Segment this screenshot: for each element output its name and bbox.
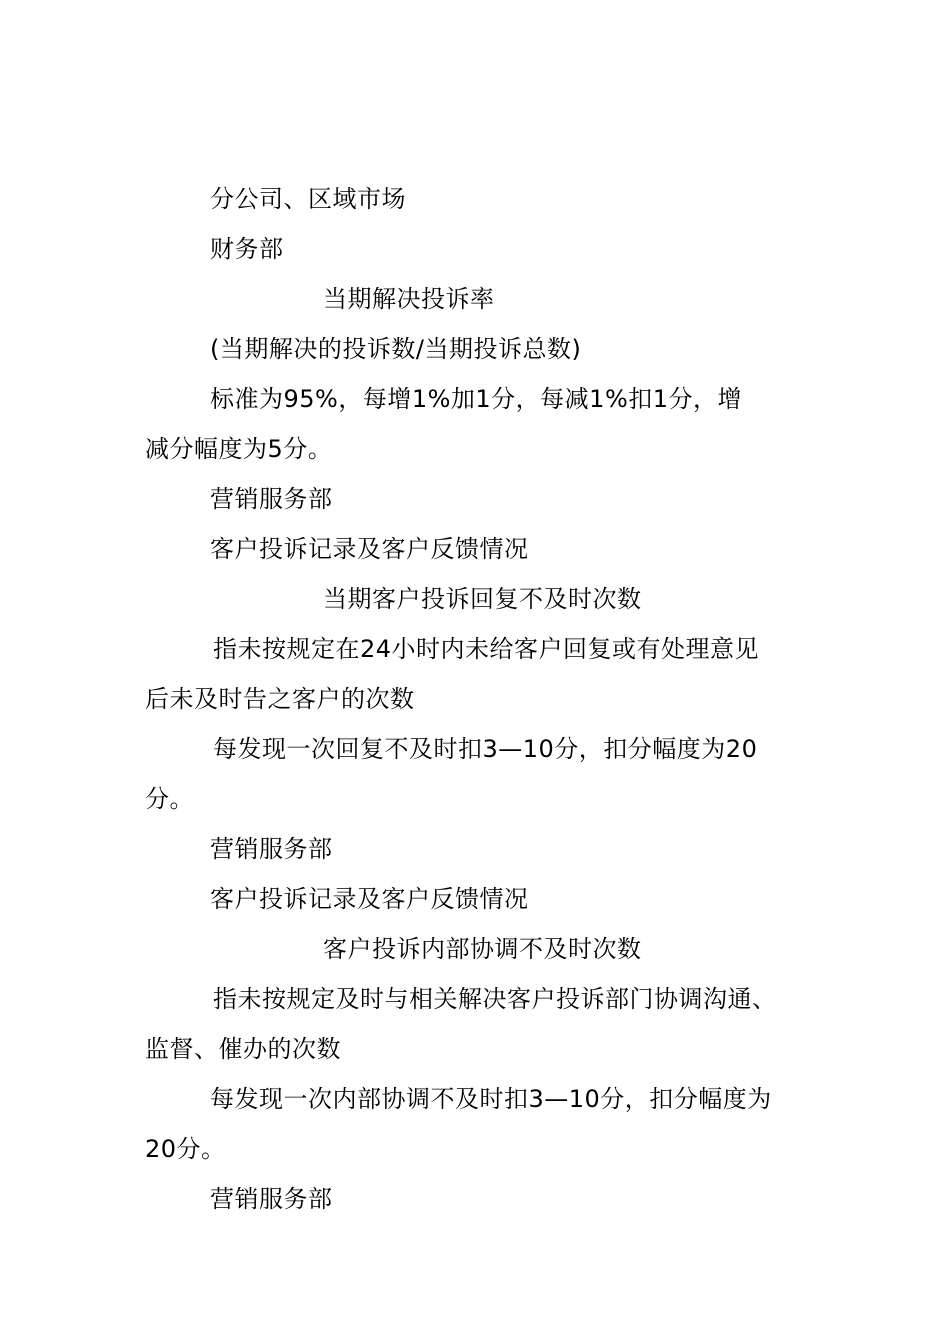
dept-marketing-text: 营销服务部 (210, 485, 333, 513)
indicator-title: 当期客户投诉回复不及时次数 (323, 585, 642, 613)
source-text: 客户投诉记录及客户反馈情况 (210, 535, 529, 563)
standard-text-line-1: 每发现一次回复不及时扣3—10分，扣分幅度为20 (213, 735, 758, 763)
dept-marketing-text: 营销服务部 (210, 1185, 333, 1213)
standard-text-line-1: 标准为95%，每增1%加1分，每减1%扣1分，增 (210, 385, 743, 413)
source-text: 客户投诉记录及客户反馈情况 (210, 885, 529, 913)
definition-text-line-2: 后未及时告之客户的次数 (145, 685, 415, 713)
standard-text-line-2: 减分幅度为5分。 (145, 435, 333, 463)
definition-text-line-1: 指未按规定及时与相关解决客户投诉部门协调沟通、 (213, 985, 777, 1013)
standard-text-line-1: 每发现一次内部协调不及时扣3—10分，扣分幅度为 (210, 1085, 772, 1113)
definition-text-line-1: 指未按规定在24小时内未给客户回复或有处理意见 (213, 635, 760, 663)
dept-finance-text: 财务部 (210, 235, 284, 263)
standard-text-line-2: 20分。 (145, 1135, 226, 1163)
formula-text: (当期解决的投诉数/当期投诉总数) (210, 335, 582, 363)
standard-text-line-2: 分。 (145, 785, 194, 813)
dept-branch-text: 分公司、区域市场 (210, 185, 406, 213)
indicator-title: 当期解决投诉率 (323, 285, 495, 313)
dept-marketing-text: 营销服务部 (210, 835, 333, 863)
indicator-title: 客户投诉内部协调不及时次数 (323, 935, 642, 963)
definition-text-line-2: 监督、催办的次数 (145, 1035, 341, 1063)
